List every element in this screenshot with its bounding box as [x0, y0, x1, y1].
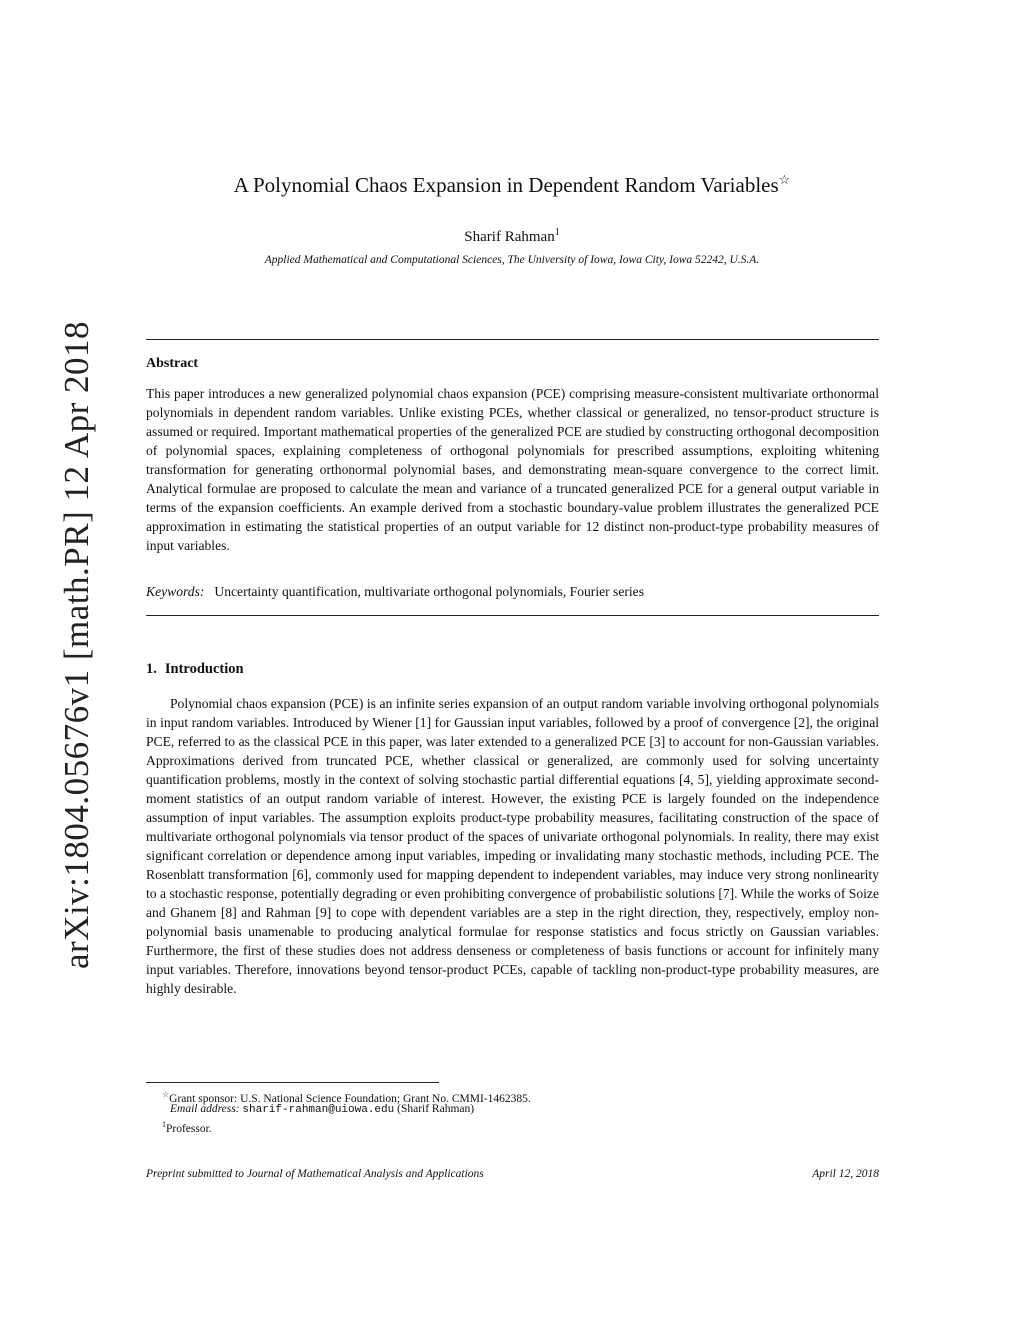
footer-date: April 12, 2018: [812, 1168, 879, 1180]
keywords: [146, 584, 879, 600]
email-label: Email address:: [170, 1103, 240, 1115]
paper-title-text: A Polynomial Chaos Expansion in Dependent Random Variables: [233, 173, 779, 197]
arxiv-sidebar: [42, 320, 112, 970]
footnote-professor: [162, 1117, 212, 1137]
grant-star-mark: ☆: [162, 1090, 170, 1099]
paper-title: [140, 172, 884, 198]
section-title: Introduction: [164, 661, 244, 677]
professor-text: Professor.: [166, 1122, 212, 1135]
grant-text: Grant sponsor: U.S. National Science Foundation; Grant No. CMMI-1462385.: [169, 1092, 531, 1105]
email-name: (Sharif Rahman): [397, 1103, 475, 1115]
keywords-label: Keywords:: [146, 584, 205, 599]
author: [140, 227, 884, 246]
email-link[interactable]: sharif-rahman@uiowa.edu: [242, 1104, 395, 1116]
footnote-email: [170, 1102, 474, 1118]
section-number: 1.: [146, 661, 157, 677]
arxiv-identifier: arXiv:1804.05676v1 [math.PR] 12 Apr 2018: [57, 320, 96, 970]
section-heading-introduction: [146, 661, 244, 678]
abstract-top-rule: [146, 339, 879, 340]
abstract-text: This paper introduces a new generalized polynomial chaos expansion (PCE) comprising measure-consistent multivariate orthonormal polynomials in dependent random variables. Unlike existing PCEs, whether classical or generalized, no tensor-product structure is assumed or required. Important mathematical properties of the generalized PCE are studied by constructing orthogonal decomposition of polynomial spaces, explaining completeness of orthogonal polynomials for prescribed assumptions, exploiting whitening transformation for generating orthonormal polynomial bases, and demonstrating mean-square convergence to the correct limit. Analytical formulae are proposed to calculate the mean and variance of a truncated generalized PCE for a general output variable in terms of the expansion coefficients. An example derived from a stochastic boundary-value problem illustrates the generalized PCE approximation in estimating the statistical properties of an output variable for 12 distinct non-product-type probability measures of input variables.: [146, 386, 879, 553]
author-footnote-mark: 1: [554, 227, 560, 238]
abstract-bottom-rule: [146, 615, 879, 616]
footnote-rule: [146, 1082, 439, 1083]
footer-journal: Preprint submitted to Journal of Mathematical Analysis and Applications: [146, 1168, 484, 1180]
introduction-paragraph: Polynomial chaos expansion (PCE) is an infinite series expansion of an output random variable involving orthogonal polynomials in input random variables. Introduced by Wiener [1] for Gaussian input variables, followed by a proof of convergence [2], the original PCE, referred to as the classical PCE in this paper, was later extended to a generalized PCE [3] to account for non-Gaussian variables. Approximations derived from truncated PCE, whether classical or generalized, are commonly used for solving uncertainty quantification problems, mostly in the context of solving stochastic partial differential equations [4, 5], yielding approximate second-moment statistics of an output random variable of interest. However, the existing PCE is largely founded on the independence assumption of input variables. The assumption exploits product-type probability measures, facilitating construction of the space of multivariate orthogonal polynomials via tensor product of the spaces of univariate orthogonal polynomials. In reality, there may exist significant correlation or dependence among input variables, impeding or invalidating many stochastic methods, including PCE. The Rosenblatt transformation [6], commonly used for mapping dependent to independent variables, may induce very strong nonlinearity to a stochastic response, potentially degrading or even prohibiting convergence of probabilistic solutions [7]. While the works of Soize and Ghanem [8] and Rahman [9] to cope with dependent variables are a step in the right direction, they, respectively, employ non-polynomial basis unamenable to producing analytical formulae for response statistics and focus strictly on Gaussian variables. Furthermore, the first of these studies does not address denseness or completeness of basis functions or account for infinitely many input variables. Therefore, innovations beyond tensor-product PCEs, capable of tackling non-product-type probability measures, are highly desirable.: [146, 696, 879, 996]
abstract-heading: Abstract: [146, 356, 199, 371]
author-name: Sharif Rahman: [464, 229, 555, 245]
professor-mark: 1: [162, 1120, 166, 1129]
title-star-mark: ☆: [778, 172, 791, 187]
keywords-text: Uncertainty quantification, multivariate orthogonal polynomials, Fourier series: [214, 584, 645, 599]
affiliation: Applied Mathematical and Computational Sciences, The University of Iowa, Iowa City, Iowa 52242, U.S.A.: [264, 254, 760, 266]
